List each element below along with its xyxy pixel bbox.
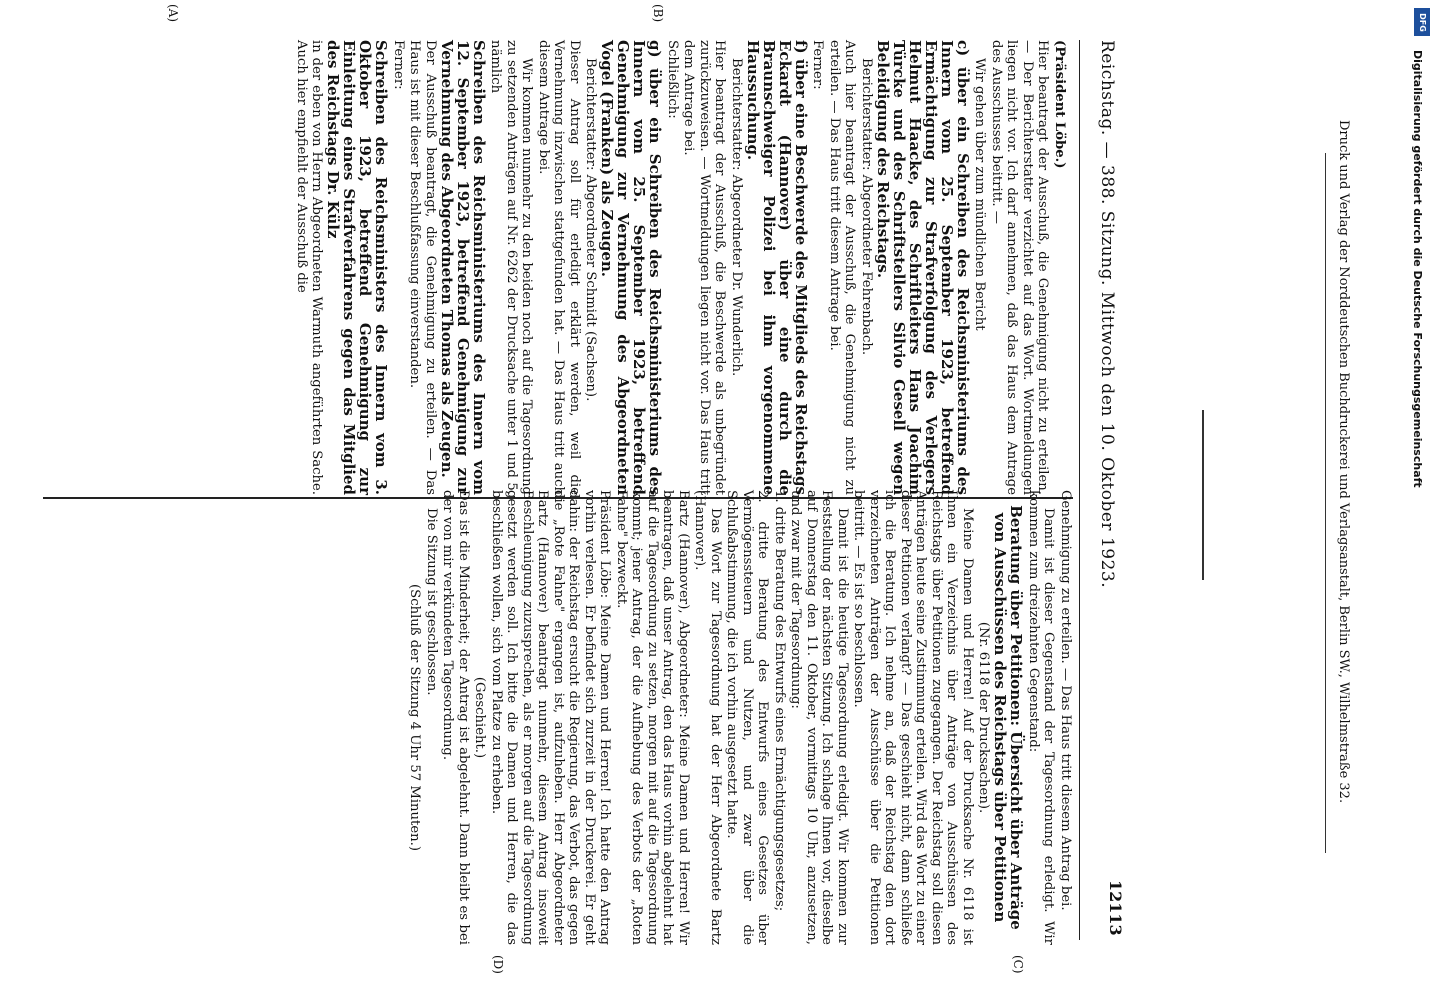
paragraph: Dieser Antrag soll für erledigt erklärt werden, weil die Vernehmung inzwischen stattgefunden hat. — Das Haus tritt auch diesem Antrage bei.: [536, 40, 582, 495]
paragraph: 2. dritte Beratung des Entwurfs eines Gesetzes über Vermögenssteuern und Nutzen, und zwar über die Schlußabstimmung, die ich vorhin ausgesetzt hatte.: [724, 490, 771, 945]
right-column: [406, 490, 1073, 945]
left-column: [293, 40, 1068, 495]
margin-marker-b: (B): [651, 4, 665, 23]
rotated-page: [45, 0, 1135, 1000]
paragraph: Die Sitzung ist geschlossen.: [424, 508, 439, 696]
paragraph: Ferner:: [391, 40, 406, 90]
page-number: 12113: [1106, 880, 1125, 936]
paragraph: Ferner:: [810, 40, 826, 90]
paragraph: f) über eine Beschwerde des Mitglieds des Reichstags Eckardt (Hannover) über eine durch die Braunschweiger Polizei bei ihm vorgenommene Haussuchung.: [744, 40, 810, 495]
paragraph: Schreiben des Reichsministers des Innern vom 3. Oktober 1923, betreffend Genehmigung zur Einleitung eines Strafverfahrens gegen das Mitglied des Reichstags Dr. Külz: [324, 40, 391, 495]
paragraph: 1. dritte Beratung des Entwurfs eines Ermächtigungsgesetzes;: [772, 490, 787, 912]
paragraph: Beratung über Petitionen: Übersicht über Anträge von Ausschüssen des Reichstags über Petitionen: [991, 505, 1026, 930]
paragraph: (Schluß der Sitzung 4 Uhr 57 Minuten.): [407, 584, 423, 851]
paragraph: Hier beantragt der Ausschuß, die Beschwerde als unbegründet zurückzuweisen. — Wortmeldungen liegen nicht vor. Das Haus tritt dem Antrage bei.: [681, 40, 728, 495]
paragraph: Auch hier beantragt der Ausschuß, die Genehmigung nicht zu erteilen. — Das Haus tritt diesem Antrage bei.: [827, 40, 858, 495]
paragraph: Der Ausschuß beantragt, die Genehmigung zu erteilen. — Das Haus ist mit dieser Beschlußfassung einverstanden.: [407, 40, 438, 495]
paragraph: Bartz (Hannover), Abgeordneter: Meine Damen und Herren! Wir beantragen, daß unser Antrag, den das Haus vorhin abgelehnt hat auf die Tagesordnung zu setzen, morgen mit auf die Tagesordnung kommt; jener Antrag, der die Aufhebung des Verbots der „Roten Fahne" bezweckt.: [614, 490, 691, 945]
paragraph: Wir kommen nunmehr zu den beiden noch auf die Tagesordnung zu setzenden Anträgen auf Nr. 6262 der Drucksache unter 1 und 5, nämlich: [488, 40, 535, 495]
paragraph: Berichterstatter: Abgeordneter Schmidt (Sachsen).: [583, 58, 599, 402]
paragraph: (Präsident Löbe.): [1052, 40, 1067, 169]
margin-marker-c: (C): [1011, 955, 1025, 974]
paragraph: Wir gehen über zum mündlichen Bericht: [972, 58, 988, 331]
paragraph: Schließlich:: [665, 40, 680, 119]
paragraph: Das Wort zur Tagesordnung hat der Herr Abgeordnete Bartz (Hannover).: [692, 490, 723, 945]
paragraph: Präsident Löbe: Meine Damen und Herren! Ich hatte den Antrag vorhin verlesen. Er befindet sich zurzeit in der Druckerei. Er geht dahin: der Reichstag ersucht die Regierung, das Verbot, das gegen die „Rote Fahne" ergangen ist, aufzuheben. Herr Abgeordneter Bartz (Hannover) beantragt nunmehr, diesem Antrag insoweit Beschleunigung zuzusprechen, als er morgen auf die Tagesordnung gesetzt werden soll. Ich bitte die Damen und Herren, die das beschließen wollen, sich vom Platze zu erheben.: [489, 490, 613, 945]
paragraph: Das ist die Minderheit; der Antrag ist abgelehnt. Dann bleibt es bei der von mir verkündeten Tagesordnung.: [440, 490, 471, 945]
header-rule: [1079, 40, 1080, 940]
paragraph: Damit ist dieser Gegenstand der Tagesordnung erledigt. Wir kommen zum dreizehnten Gegenstand:: [1026, 490, 1057, 945]
page-header: [1075, 40, 1135, 940]
running-title: Reichstag. — 388. Sitzung. Mittwoch den 10. Oktober 1923.: [1097, 40, 1117, 589]
paragraph: (Geschieht.): [472, 676, 488, 759]
printer-imprint: [1333, 120, 1351, 820]
footer-rule: [1325, 153, 1326, 853]
paragraph: g) über ein Schreiben des Reichsministeriums des Innern vom 25. September 1923, betreffend Genehmigung zur Vernehmung des Abgeordneten Vogel (Franken) als Zeugen.: [598, 40, 665, 495]
paragraph: Schreiben des Reichsministeriums des Innern vom 12. September 1923, betreffend Genehmigung zur Vernehmung des Abgeordneten Thomas als Zeugen.: [438, 40, 488, 495]
margin-marker-d: (D): [491, 955, 505, 974]
paragraph: c) über ein Schreiben des Reichsministeriums des Innern vom 25. September 1923, betreffend Ermächtigung zur Strafverfolgung des Verlegers Helmut Haacke, des Schriftleiters Hans Joachim Türcke und des Schriftstellers Silvio Gesell wegen Beleidigung des Reichstags.: [874, 40, 972, 495]
separator-line: [1202, 410, 1204, 580]
paragraph: Damit ist die heutige Tagesordnung erledigt. Wir kommen zur Feststellung der nächsten Sitzung. Ich schlage Ihnen vor, dieselbe auf Donnerstag den 11. Oktober, vormittags 10 Uhr, anzusetzen, und zwar mit der Tagesordnung:: [788, 490, 850, 945]
margin-marker-a: (A): [166, 4, 180, 23]
paragraph: Berichterstatter: Abgeordneter Fehrenbach.: [859, 58, 874, 356]
paragraph: (Nr. 6118 der Drucksachen).: [976, 621, 992, 814]
printer-text: Druck und Verlag der Norddeutschen Buchdruckerei und Verlagsanstalt, Berlin SW., Wilhelmstraße 32.: [1336, 120, 1351, 804]
paragraph: Genehmigung zu erteilen. — Das Haus tritt diesem Antrag bei.: [1058, 490, 1073, 911]
digitization-note: [1410, 10, 1430, 990]
dfg-logo: DFG: [1414, 8, 1430, 36]
paragraph: Meine Damen und Herren! Auf der Drucksache Nr. 6118 ist Ihnen ein Verzeichnis über Anträge von Ausschüssen des Reichstags über Petitionen zugegangen. Der Reichstag soll diesen Anträgen heute seine Zustimmung erteilen. Wird das Wort zu einer dieser Petitionen verlangt? — Das geschieht nicht, dann schließe ich die Beratung. Ich nehme an, daß der Reichstag den dort verzeichneten Anträgen der Ausschüsse über die Petitionen beitritt. — Es ist so beschlossen.: [851, 490, 975, 945]
paragraph: in der eben von Herrn Abgeordneten Warmuth angeführten Sache. Auch hier empfiehlt der Ausschuß die: [294, 40, 325, 495]
paragraph: Berichterstatter: Abgeordneter Dr. Wunderlich.: [729, 58, 744, 377]
paragraph: Hier beantragt der Ausschuß, die Genehmigung nicht zu erteilen. — Der Berichterstatter verzichtet auf das Wort. Wortmeldungen liegen nicht vor. Ich darf annehmen, daß das Haus dem Antrage des Ausschusses beitritt. —: [989, 40, 1051, 495]
digitization-text: Digitalisierung gefördert durch die Deutsche Forschungsgemeinschaft: [1411, 50, 1424, 488]
